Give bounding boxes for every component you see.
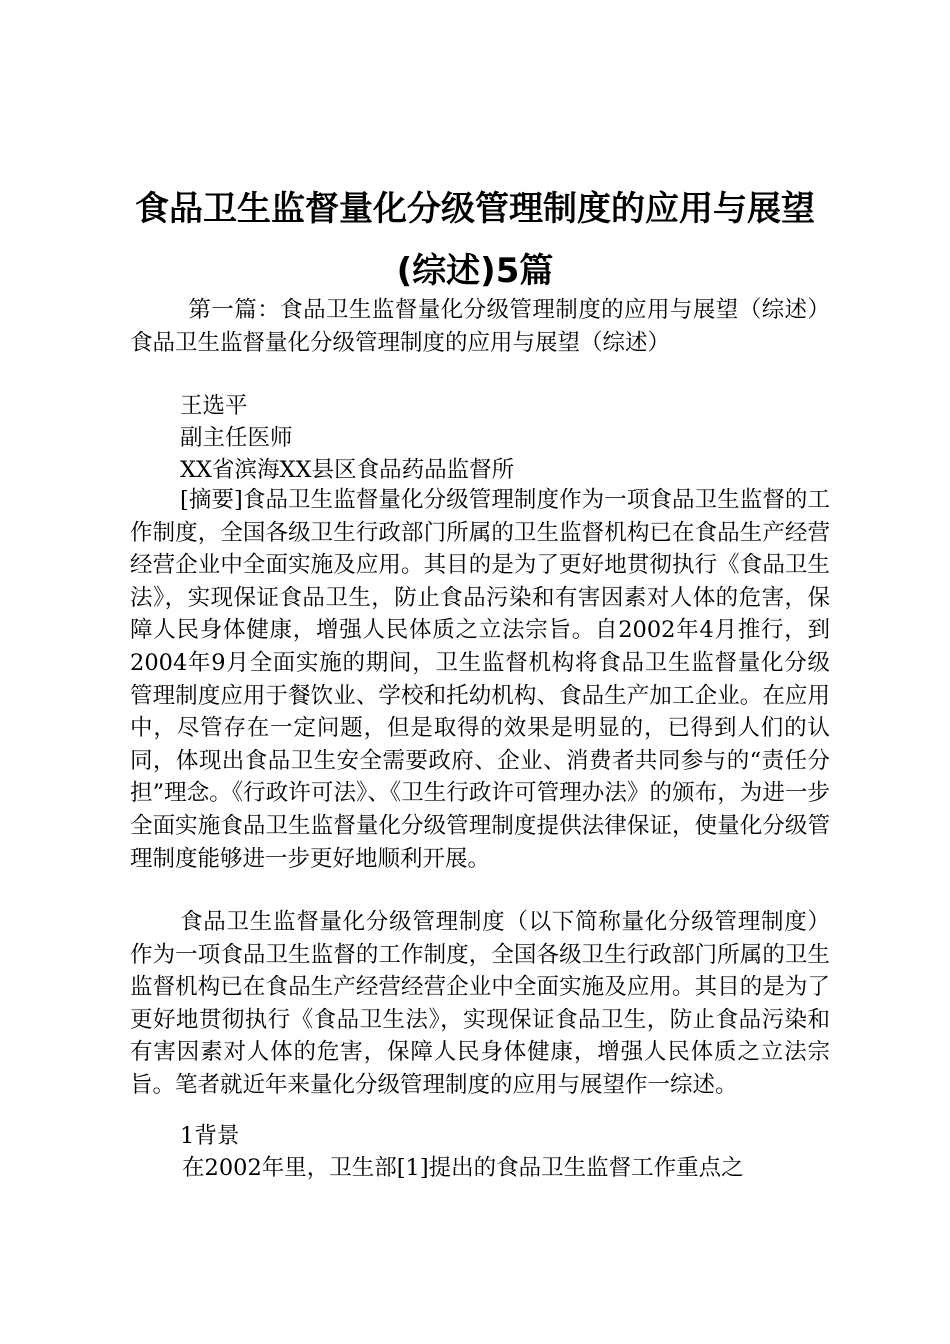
second-paragraph: 食品卫生监督量化分级管理制度（以下简称量化分级管理制度）作为一项食品卫生监督的工作制度，全国各级卫生行政部门所属的卫生监督机构已在食品生产经营经营企业中全面实施及应用。其目的是为了更好地贯彻执行《食品卫生法》，实现保证食品卫生，防止食品污染和有害因素对人体的危害，保障人民身体健康，增强人民体质之立法宗旨。笔者就近年来量化分级管理制度的应用与展望作一综述。 (130, 909, 830, 1098)
author-name: 王选平 (180, 393, 248, 419)
author-organization: XX省滨海XX县区食品药品监督所 (180, 457, 515, 483)
first-paragraph-text: 第一篇：食品卫生监督量化分级管理制度的应用与展望（综述）食品卫生监督量化分级管理制度的应用与展望（综述） (130, 297, 830, 356)
third-paragraph: 在2002年里，卫生部[1]提出的食品卫生监督工作重点之 (182, 1155, 744, 1181)
abstract-paragraph: [摘要]食品卫生监督量化分级管理制度作为一项食品卫生监督的工作制度，全国各级卫生行政部门所属的卫生监督机构已在食品生产经营经营企业中全面实施及应用。其目的是为了更好地贯彻执行《食品卫生法》，实现保证食品卫生，防止食品污染和有害因素对人体的危害，保障人民身体健康，增强人民体质之立法宗旨。自2002年4月推行，到2004年9月全面实施的期间，卫生监督机构将食品卫生监督量化分级管理制度应用于餐饮业、学校和托幼机构、食品生产加工企业。在应用中，尽管存在一定问题，但是取得的效果是明显的，已得到人们的认同，体现出食品卫生安全需要政府、企业、消费者共同参与的“责任分担”理念。《行政许可法》、《卫生行政许可管理办法》的颁布，为进一步全面实施食品卫生监督量化分级管理制度提供法律保证，使量化分级管理制度能够进一步更好地顺利开展。 (130, 487, 830, 872)
document-title-line-1: 食品卫生监督量化分级管理制度的应用与展望 (135, 189, 815, 229)
first-paragraph (130, 294, 830, 359)
section-heading: 1背景 (180, 1123, 240, 1149)
document-title-line-2: (综述)5篇 (396, 251, 554, 291)
author-rank: 副主任医师 (180, 425, 293, 451)
